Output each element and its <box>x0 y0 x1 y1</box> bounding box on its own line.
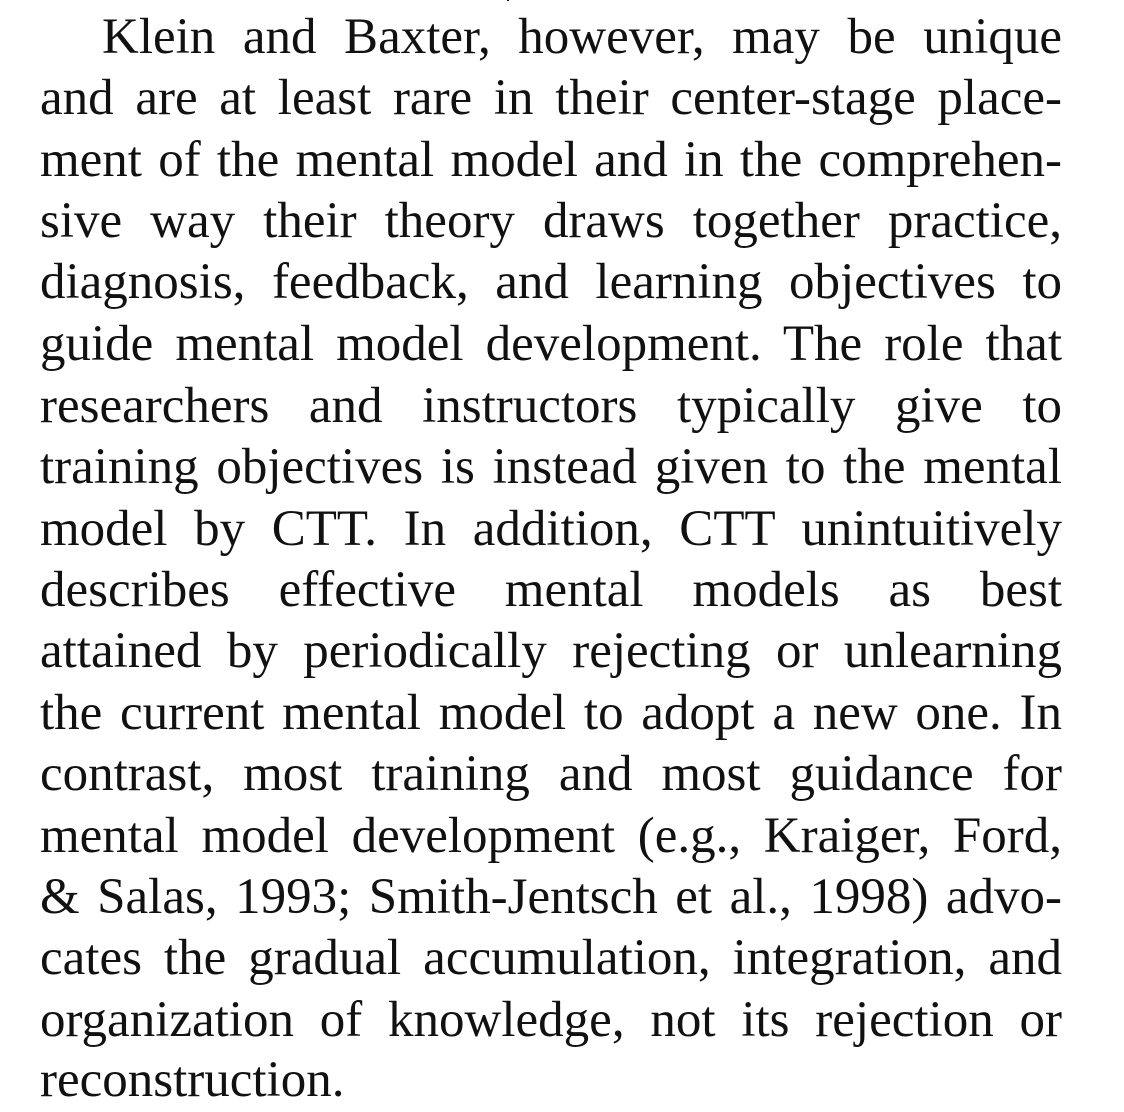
paragraph-line-5: diagnosis, feedback, and learning objectives to <box>40 254 1062 310</box>
paragraph-line-18: reconstruction. <box>40 1052 345 1108</box>
paragraph-line-4: sive way their theory draws together practice, <box>40 193 1062 249</box>
paragraph-line-2: and are at least rare in their center-stage place- <box>40 70 1062 126</box>
paragraph-line-3: ment of the mental model and in the comprehen- <box>40 132 1062 188</box>
paragraph-line-9: model by CTT. In addition, CTT unintuitively <box>40 501 1062 557</box>
paragraph-line-11: attained by periodically rejecting or unlearning <box>40 623 1062 679</box>
paragraph-line-16: cates the gradual accumulation, integration, and <box>40 930 1062 986</box>
paragraph-line-7: researchers and instructors typically give to <box>40 378 1062 434</box>
paragraph-line-13: contrast, most training and most guidance for <box>40 746 1062 802</box>
paragraph-line-17: organization of knowledge, not its rejection or <box>40 992 1062 1048</box>
clipped-glyph-fragment <box>507 0 509 1</box>
paragraph-line-1: Klein and Baxter, however, may be unique <box>102 9 1062 65</box>
paragraph-line-14: mental model development (e.g., Kraiger, Ford, <box>40 808 1062 864</box>
paragraph-line-8: training objectives is instead given to the mental <box>40 439 1062 495</box>
paragraph-line-10: describes effective mental models as best <box>40 562 1062 618</box>
document-page <box>40 0 1062 1112</box>
paragraph-line-12: the current mental model to adopt a new one. In <box>40 685 1062 741</box>
paragraph-line-6: guide mental model development. The role that <box>40 316 1062 372</box>
paragraph-line-15: & Salas, 1993; Smith-Jentsch et al., 1998) advo- <box>40 869 1062 925</box>
